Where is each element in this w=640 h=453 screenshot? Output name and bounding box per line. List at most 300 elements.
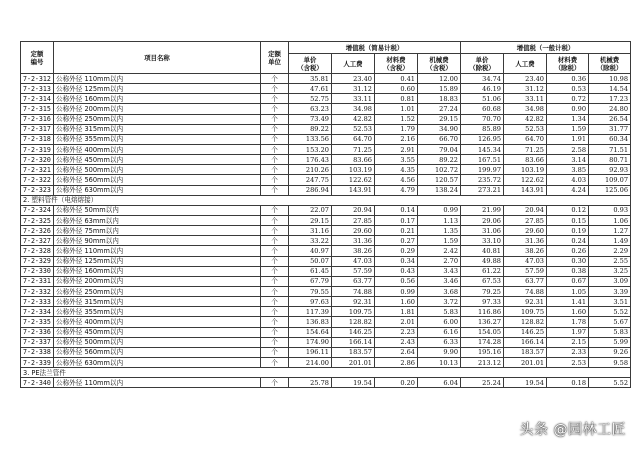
cell-general-price: 97.33 xyxy=(461,297,504,307)
cell-simple-material: 2.43 xyxy=(375,337,418,347)
cell-general-material: 1.97 xyxy=(547,327,589,337)
table-row xyxy=(21,286,631,296)
cell-name: 公称外径 355mm以内 xyxy=(54,307,261,317)
table-row xyxy=(21,205,631,215)
cell-general-material: 0.53 xyxy=(547,84,589,94)
cell-general-material: 0.67 xyxy=(547,276,589,286)
cell-simple-price: 117.39 xyxy=(289,307,332,317)
cell-general-machine: 0.93 xyxy=(589,205,631,215)
cell-general-material: 0.15 xyxy=(547,215,589,225)
cell-general-material: 0.24 xyxy=(547,236,589,246)
cell-general-machine: 5.83 xyxy=(589,327,631,337)
cell-simple-price: 210.26 xyxy=(289,165,332,175)
cell-general-material: 4.24 xyxy=(547,185,589,195)
cell-name: 公称外径 63mm以内 xyxy=(54,215,261,225)
cell-code: 7-2-317 xyxy=(21,124,54,134)
cell-general-machine: 3.25 xyxy=(589,266,631,276)
cell-general-labor: 23.40 xyxy=(504,74,547,84)
cell-simple-material: 0.56 xyxy=(375,276,418,286)
cell-simple-material: 0.17 xyxy=(375,215,418,225)
cell-name: 公称外径 110mm以内 xyxy=(54,74,261,84)
cell-simple-material: 4.79 xyxy=(375,185,418,195)
cell-code: 7-2-313 xyxy=(21,84,54,94)
cell-simple-material: 0.41 xyxy=(375,74,418,84)
cell-unit: 个 xyxy=(261,327,289,337)
cell-simple-price: 33.22 xyxy=(289,236,332,246)
cell-code: 7-2-330 xyxy=(21,266,54,276)
cell-simple-material: 2.64 xyxy=(375,347,418,357)
cell-general-labor: 201.01 xyxy=(504,357,547,367)
table-body xyxy=(21,74,631,388)
cell-simple-material: 2.01 xyxy=(375,317,418,327)
header-general-material: 材料费 （除税） xyxy=(547,54,589,74)
cell-general-machine: 9.26 xyxy=(589,347,631,357)
table-row xyxy=(21,84,631,94)
cell-code: 7-2-321 xyxy=(21,165,54,175)
cell-general-price: 31.06 xyxy=(461,226,504,236)
cell-general-machine: 3.39 xyxy=(589,286,631,296)
cell-simple-machine: 1.59 xyxy=(418,236,461,246)
cell-general-labor: 122.62 xyxy=(504,175,547,185)
cell-simple-machine: 3.46 xyxy=(418,276,461,286)
cell-unit: 个 xyxy=(261,276,289,286)
cell-code: 7-2-336 xyxy=(21,327,54,337)
cell-simple-price: 63.23 xyxy=(289,104,332,114)
cell-general-price: 51.06 xyxy=(461,94,504,104)
cell-name: 公称外径 250mm以内 xyxy=(54,286,261,296)
watermark: 头条 @园林工匠 xyxy=(519,422,626,438)
cell-general-material: 2.53 xyxy=(547,357,589,367)
cell-general-machine: 17.23 xyxy=(589,94,631,104)
cell-general-labor: 146.25 xyxy=(504,327,547,337)
cell-simple-price: 136.83 xyxy=(289,317,332,327)
cell-general-price: 33.10 xyxy=(461,236,504,246)
cell-general-price: 40.81 xyxy=(461,246,504,256)
cell-general-labor: 166.14 xyxy=(504,337,547,347)
cell-general-machine: 80.71 xyxy=(589,155,631,165)
table-row xyxy=(21,307,631,317)
cell-name: 公称外径 450mm以内 xyxy=(54,155,261,165)
cell-simple-price: 133.56 xyxy=(289,134,332,144)
cell-general-machine: 31.77 xyxy=(589,124,631,134)
cell-code: 7-2-320 xyxy=(21,155,54,165)
cell-name: 公称外径 50mm以内 xyxy=(54,205,261,215)
cell-name: 公称外径 315mm以内 xyxy=(54,297,261,307)
cell-simple-price: 176.43 xyxy=(289,155,332,165)
cell-general-material: 0.38 xyxy=(547,266,589,276)
cell-simple-price: 31.16 xyxy=(289,226,332,236)
cell-code: 7-2-335 xyxy=(21,317,54,327)
cell-simple-material: 1.79 xyxy=(375,124,418,134)
table-row xyxy=(21,256,631,266)
cell-code: 7-2-324 xyxy=(21,205,54,215)
cell-simple-price: 61.45 xyxy=(289,266,332,276)
table-row xyxy=(21,297,631,307)
cell-simple-price: 286.94 xyxy=(289,185,332,195)
cell-name: 公称外径 110mm以内 xyxy=(54,246,261,256)
header-name: 项目名称 xyxy=(54,42,261,74)
cell-simple-machine: 3.43 xyxy=(418,266,461,276)
cell-simple-labor: 122.62 xyxy=(332,175,375,185)
cell-simple-labor: 31.36 xyxy=(332,236,375,246)
cell-general-material: 0.72 xyxy=(547,94,589,104)
cell-general-price: 21.99 xyxy=(461,205,504,215)
cell-name: 公称外径 125mm以内 xyxy=(54,84,261,94)
cell-general-labor: 33.11 xyxy=(504,94,547,104)
cell-simple-material: 1.01 xyxy=(375,104,418,114)
cell-general-labor: 20.94 xyxy=(504,205,547,215)
cell-code: 7-2-325 xyxy=(21,215,54,225)
cell-simple-machine: 6.00 xyxy=(418,317,461,327)
cell-name: 公称外径 560mm以内 xyxy=(54,347,261,357)
cell-general-material: 1.41 xyxy=(547,297,589,307)
cell-unit: 个 xyxy=(261,378,289,388)
cell-general-price: 116.86 xyxy=(461,307,504,317)
cell-general-material: 3.85 xyxy=(547,165,589,175)
cell-simple-material: 0.20 xyxy=(375,378,418,388)
cell-general-labor: 103.19 xyxy=(504,165,547,175)
table-row xyxy=(21,104,631,114)
cell-simple-machine: 2.42 xyxy=(418,246,461,256)
table-row xyxy=(21,124,631,134)
cell-unit: 个 xyxy=(261,94,289,104)
cell-simple-labor: 27.85 xyxy=(332,215,375,225)
cell-simple-labor: 33.11 xyxy=(332,94,375,104)
cell-unit: 个 xyxy=(261,74,289,84)
cell-simple-price: 154.64 xyxy=(289,327,332,337)
cell-simple-machine: 138.24 xyxy=(418,185,461,195)
cell-simple-machine: 6.04 xyxy=(418,378,461,388)
cell-unit: 个 xyxy=(261,347,289,357)
quota-table xyxy=(20,41,631,388)
table-row xyxy=(21,215,631,225)
cell-unit: 个 xyxy=(261,134,289,144)
cell-simple-price: 35.81 xyxy=(289,74,332,84)
cell-general-machine: 5.52 xyxy=(589,378,631,388)
cell-simple-material: 4.56 xyxy=(375,175,418,185)
cell-name: 公称外径 110mm以内 xyxy=(54,378,261,388)
cell-general-labor: 42.82 xyxy=(504,114,547,124)
cell-name: 公称外径 250mm以内 xyxy=(54,114,261,124)
table-row xyxy=(21,357,631,367)
cell-general-price: 273.21 xyxy=(461,185,504,195)
cell-simple-machine: 79.04 xyxy=(418,144,461,154)
cell-general-labor: 31.12 xyxy=(504,84,547,94)
cell-unit: 个 xyxy=(261,205,289,215)
cell-simple-labor: 23.40 xyxy=(332,74,375,84)
cell-general-machine: 1.49 xyxy=(589,236,631,246)
cell-general-machine: 5.99 xyxy=(589,337,631,347)
cell-simple-price: 40.97 xyxy=(289,246,332,256)
cell-simple-machine: 1.35 xyxy=(418,226,461,236)
cell-general-price: 46.19 xyxy=(461,84,504,94)
cell-general-machine: 60.34 xyxy=(589,134,631,144)
cell-general-machine: 10.98 xyxy=(589,74,631,84)
cell-code: 7-2-338 xyxy=(21,347,54,357)
header-simple-labor: 人工费 xyxy=(332,54,375,74)
cell-simple-labor: 146.25 xyxy=(332,327,375,337)
cell-name: 公称外径 160mm以内 xyxy=(54,94,261,104)
cell-simple-labor: 201.01 xyxy=(332,357,375,367)
cell-general-machine: 2.55 xyxy=(589,256,631,266)
cell-code: 7-2-337 xyxy=(21,337,54,347)
cell-code: 7-2-314 xyxy=(21,94,54,104)
cell-general-material: 1.78 xyxy=(547,317,589,327)
cell-general-material: 3.14 xyxy=(547,155,589,165)
cell-general-price: 167.51 xyxy=(461,155,504,165)
table-row xyxy=(21,134,631,144)
table-row xyxy=(21,276,631,286)
cell-code: 7-2-326 xyxy=(21,226,54,236)
cell-general-machine: 125.06 xyxy=(589,185,631,195)
cell-simple-labor: 166.14 xyxy=(332,337,375,347)
cell-simple-price: 247.75 xyxy=(289,175,332,185)
cell-general-machine: 1.27 xyxy=(589,226,631,236)
cell-general-material: 1.91 xyxy=(547,134,589,144)
cell-name: 公称外径 450mm以内 xyxy=(54,327,261,337)
cell-simple-material: 0.81 xyxy=(375,94,418,104)
header-general-machine: 机械费 （除税） xyxy=(589,54,631,74)
table-row xyxy=(21,317,631,327)
cell-simple-labor: 128.82 xyxy=(332,317,375,327)
header-general-labor: 人工费 xyxy=(504,54,547,74)
header-simple-price: 单价 （含税） xyxy=(289,54,332,74)
section-row xyxy=(21,195,631,205)
cell-general-machine: 109.07 xyxy=(589,175,631,185)
cell-simple-price: 196.11 xyxy=(289,347,332,357)
cell-simple-labor: 31.12 xyxy=(332,84,375,94)
cell-code: 7-2-327 xyxy=(21,236,54,246)
cell-general-price: 235.72 xyxy=(461,175,504,185)
table-row xyxy=(21,144,631,154)
cell-code: 7-2-331 xyxy=(21,276,54,286)
cell-simple-labor: 64.70 xyxy=(332,134,375,144)
cell-general-labor: 27.85 xyxy=(504,215,547,225)
cell-simple-price: 50.07 xyxy=(289,256,332,266)
cell-general-material: 2.15 xyxy=(547,337,589,347)
cell-general-labor: 71.25 xyxy=(504,144,547,154)
cell-unit: 个 xyxy=(261,84,289,94)
table-row xyxy=(21,236,631,246)
cell-general-price: 213.12 xyxy=(461,357,504,367)
table-row xyxy=(21,337,631,347)
cell-simple-price: 29.15 xyxy=(289,215,332,225)
cell-simple-material: 0.21 xyxy=(375,226,418,236)
cell-general-price: 29.06 xyxy=(461,215,504,225)
cell-name: 公称外径 560mm以内 xyxy=(54,175,261,185)
cell-simple-labor: 47.03 xyxy=(332,256,375,266)
cell-simple-labor: 92.31 xyxy=(332,297,375,307)
cell-code: 7-2-312 xyxy=(21,74,54,84)
cell-general-material: 2.33 xyxy=(547,347,589,357)
cell-unit: 个 xyxy=(261,165,289,175)
cell-name: 公称外径 500mm以内 xyxy=(54,337,261,347)
cell-simple-machine: 27.24 xyxy=(418,104,461,114)
cell-simple-material: 0.99 xyxy=(375,286,418,296)
table-row xyxy=(21,185,631,195)
cell-simple-machine: 6.16 xyxy=(418,327,461,337)
cell-name: 公称外径 90mm以内 xyxy=(54,236,261,246)
cell-simple-machine: 3.68 xyxy=(418,286,461,296)
header-group-general: 增值税（一般计税） xyxy=(461,42,631,54)
cell-simple-machine: 12.00 xyxy=(418,74,461,84)
cell-general-price: 60.68 xyxy=(461,104,504,114)
cell-simple-machine: 10.13 xyxy=(418,357,461,367)
section-title: 2. 塑料管件（电熔熔接） xyxy=(21,195,631,205)
cell-simple-labor: 63.77 xyxy=(332,276,375,286)
cell-simple-labor: 103.19 xyxy=(332,165,375,175)
table-header xyxy=(21,42,631,74)
cell-name: 公称外径 75mm以内 xyxy=(54,226,261,236)
cell-general-price: 126.95 xyxy=(461,134,504,144)
cell-name: 公称外径 125mm以内 xyxy=(54,256,261,266)
table-row xyxy=(21,327,631,337)
cell-general-labor: 52.53 xyxy=(504,124,547,134)
cell-general-labor: 109.75 xyxy=(504,307,547,317)
cell-general-labor: 38.26 xyxy=(504,246,547,256)
cell-general-material: 4.03 xyxy=(547,175,589,185)
cell-unit: 个 xyxy=(261,144,289,154)
cell-general-labor: 63.77 xyxy=(504,276,547,286)
cell-unit: 个 xyxy=(261,114,289,124)
cell-general-labor: 92.31 xyxy=(504,297,547,307)
table-row xyxy=(21,246,631,256)
table-row xyxy=(21,155,631,165)
section-row xyxy=(21,368,631,378)
table-row xyxy=(21,266,631,276)
cell-simple-machine: 3.72 xyxy=(418,297,461,307)
cell-general-machine: 3.09 xyxy=(589,276,631,286)
cell-simple-material: 2.86 xyxy=(375,357,418,367)
cell-general-machine: 5.52 xyxy=(589,307,631,317)
cell-general-price: 145.34 xyxy=(461,144,504,154)
cell-code: 7-2-323 xyxy=(21,185,54,195)
cell-unit: 个 xyxy=(261,286,289,296)
cell-general-material: 1.59 xyxy=(547,124,589,134)
cell-general-labor: 74.88 xyxy=(504,286,547,296)
cell-code: 7-2-339 xyxy=(21,357,54,367)
cell-simple-price: 174.90 xyxy=(289,337,332,347)
cell-general-labor: 29.60 xyxy=(504,226,547,236)
cell-simple-material: 2.23 xyxy=(375,327,418,337)
cell-unit: 个 xyxy=(261,297,289,307)
section-title: 3. PE法兰管件 xyxy=(21,368,631,378)
cell-general-price: 67.53 xyxy=(461,276,504,286)
cell-simple-machine: 18.83 xyxy=(418,94,461,104)
cell-general-price: 199.97 xyxy=(461,165,504,175)
cell-general-labor: 83.66 xyxy=(504,155,547,165)
cell-general-labor: 34.98 xyxy=(504,104,547,114)
cell-simple-material: 0.27 xyxy=(375,236,418,246)
cell-unit: 个 xyxy=(261,215,289,225)
table-row xyxy=(21,114,631,124)
cell-unit: 个 xyxy=(261,155,289,165)
cell-general-price: 61.22 xyxy=(461,266,504,276)
cell-name: 公称外径 500mm以内 xyxy=(54,165,261,175)
header-simple-machine: 机械费 （含税） xyxy=(418,54,461,74)
cell-general-machine: 1.06 xyxy=(589,215,631,225)
header-group-simple: 增值税（简易计税） xyxy=(289,42,461,54)
cell-simple-price: 73.49 xyxy=(289,114,332,124)
cell-name: 公称外径 200mm以内 xyxy=(54,276,261,286)
table-row xyxy=(21,226,631,236)
cell-general-machine: 14.54 xyxy=(589,84,631,94)
cell-simple-labor: 20.94 xyxy=(332,205,375,215)
cell-simple-material: 1.60 xyxy=(375,297,418,307)
cell-simple-labor: 183.57 xyxy=(332,347,375,357)
cell-general-labor: 57.59 xyxy=(504,266,547,276)
cell-simple-price: 153.20 xyxy=(289,144,332,154)
cell-simple-machine: 15.89 xyxy=(418,84,461,94)
table-row xyxy=(21,347,631,357)
cell-simple-material: 0.60 xyxy=(375,84,418,94)
cell-simple-material: 0.14 xyxy=(375,205,418,215)
cell-general-machine: 26.54 xyxy=(589,114,631,124)
cell-general-price: 136.27 xyxy=(461,317,504,327)
cell-simple-material: 4.35 xyxy=(375,165,418,175)
cell-simple-machine: 34.90 xyxy=(418,124,461,134)
cell-general-machine: 24.80 xyxy=(589,104,631,114)
cell-simple-machine: 102.72 xyxy=(418,165,461,175)
cell-unit: 个 xyxy=(261,104,289,114)
cell-general-material: 1.60 xyxy=(547,307,589,317)
table-row xyxy=(21,94,631,104)
table-row xyxy=(21,175,631,185)
cell-simple-labor: 29.60 xyxy=(332,226,375,236)
cell-simple-price: 79.55 xyxy=(289,286,332,296)
cell-general-material: 0.36 xyxy=(547,74,589,84)
cell-simple-labor: 38.26 xyxy=(332,246,375,256)
cell-simple-machine: 6.33 xyxy=(418,337,461,347)
cell-simple-price: 52.75 xyxy=(289,94,332,104)
cell-unit: 个 xyxy=(261,226,289,236)
cell-unit: 个 xyxy=(261,317,289,327)
cell-general-labor: 128.82 xyxy=(504,317,547,327)
cell-general-material: 1.34 xyxy=(547,114,589,124)
cell-name: 公称外径 315mm以内 xyxy=(54,124,261,134)
cell-general-price: 25.24 xyxy=(461,378,504,388)
table-row xyxy=(21,378,631,388)
cell-general-material: 0.26 xyxy=(547,246,589,256)
cell-unit: 个 xyxy=(261,175,289,185)
cell-general-price: 154.05 xyxy=(461,327,504,337)
cell-general-material: 0.12 xyxy=(547,205,589,215)
cell-general-material: 0.30 xyxy=(547,256,589,266)
cell-simple-machine: 9.90 xyxy=(418,347,461,357)
cell-general-labor: 143.91 xyxy=(504,185,547,195)
cell-simple-machine: 0.99 xyxy=(418,205,461,215)
cell-general-labor: 64.70 xyxy=(504,134,547,144)
cell-general-price: 79.25 xyxy=(461,286,504,296)
cell-unit: 个 xyxy=(261,124,289,134)
cell-simple-machine: 120.57 xyxy=(418,175,461,185)
cell-simple-material: 2.16 xyxy=(375,134,418,144)
cell-unit: 个 xyxy=(261,185,289,195)
cell-general-machine: 3.51 xyxy=(589,297,631,307)
cell-simple-machine: 66.70 xyxy=(418,134,461,144)
cell-simple-labor: 42.82 xyxy=(332,114,375,124)
cell-unit: 个 xyxy=(261,256,289,266)
cell-name: 公称外径 355mm以内 xyxy=(54,134,261,144)
cell-simple-price: 214.00 xyxy=(289,357,332,367)
cell-simple-machine: 5.83 xyxy=(418,307,461,317)
cell-general-price: 174.28 xyxy=(461,337,504,347)
cell-general-material: 2.58 xyxy=(547,144,589,154)
cell-simple-material: 3.55 xyxy=(375,155,418,165)
table-row xyxy=(21,165,631,175)
cell-general-material: 0.90 xyxy=(547,104,589,114)
cell-simple-labor: 52.53 xyxy=(332,124,375,134)
